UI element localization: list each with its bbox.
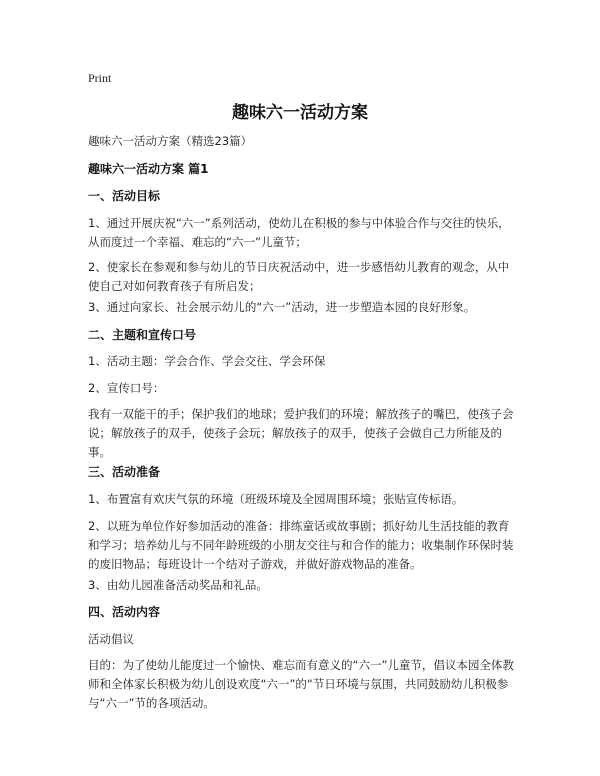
paragraph-theme: 1、活动主题：学会合作、学会交往、学会环保 xyxy=(88,354,326,368)
paragraph-purpose: 目的：为了使幼儿能度过一个愉快、难忘而有意义的“六一”儿童节，倡议本园全体教师和全体家长积极为幼儿创设欢度“六一”的“节日环境与氛围，共同鼓励幼儿积极参与“六一”节的各项活动。 xyxy=(88,658,514,710)
document-subtitle: 趣味六一活动方案（精选23篇） xyxy=(88,134,253,148)
paragraph-objective-1: 1、通过开展庆祝“六一”系列活动，使幼儿在积极的参与中体验合作与交往的快乐，从而度过一个幸福、难忘的“六一”儿童节； xyxy=(88,216,510,249)
paragraph-preparation-2: 2、以班为单位作好参加活动的准备：排练童话或故事剧；抓好幼儿生活技能的教育和学习；培养幼儿与不同年龄班级的小朋友交往与和合作的能力；收集制作环保时装的废旧物品；每班设计一个结对子游戏，并做好游戏物品的准备。 xyxy=(88,519,514,571)
paragraph-preparation-1: 1、布置富有欢庆气氛的环境（班级环境及全园周围环境；张贴宣传标语。 xyxy=(88,492,464,506)
heading-preparation: 三、活动准备 xyxy=(88,465,161,479)
page-title: 趣味六一活动方案 xyxy=(232,103,368,123)
section-title: 趣味六一活动方案 篇1 xyxy=(88,162,209,176)
print-label: Print xyxy=(88,71,112,85)
heading-activity-content: 四、活动内容 xyxy=(88,605,161,619)
paragraph-objective-2: 2、使家长在参观和参与幼儿的节日庆祝活动中，进一步感悟幼儿教育的观念，从中使自己对如何教育孩子有所启发； xyxy=(88,260,510,293)
paragraph-slogan-label: 2、宣传口号： xyxy=(88,381,165,395)
heading-objectives: 一、活动目标 xyxy=(88,189,161,203)
heading-theme-slogan: 二、主题和宣传口号 xyxy=(88,328,197,342)
paragraph-activity-proposal: 活动倡议 xyxy=(88,632,134,646)
paragraph-slogans: 我有一双能干的手；保护我们的地球；爱护我们的环境；解放孩子的嘴巴，使孩子会说；解放孩子的双手，使孩子会玩；解放孩子的双手，使孩子会做自己力所能及的事。 xyxy=(88,407,514,459)
paragraph-preparation-3: 3、由幼儿园准备活动奖品和礼品。 xyxy=(88,578,268,592)
paragraph-objective-3: 3、通过向家长、社会展示幼儿的“六一”活动，进一步塑造本园的良好形象。 xyxy=(88,300,476,314)
